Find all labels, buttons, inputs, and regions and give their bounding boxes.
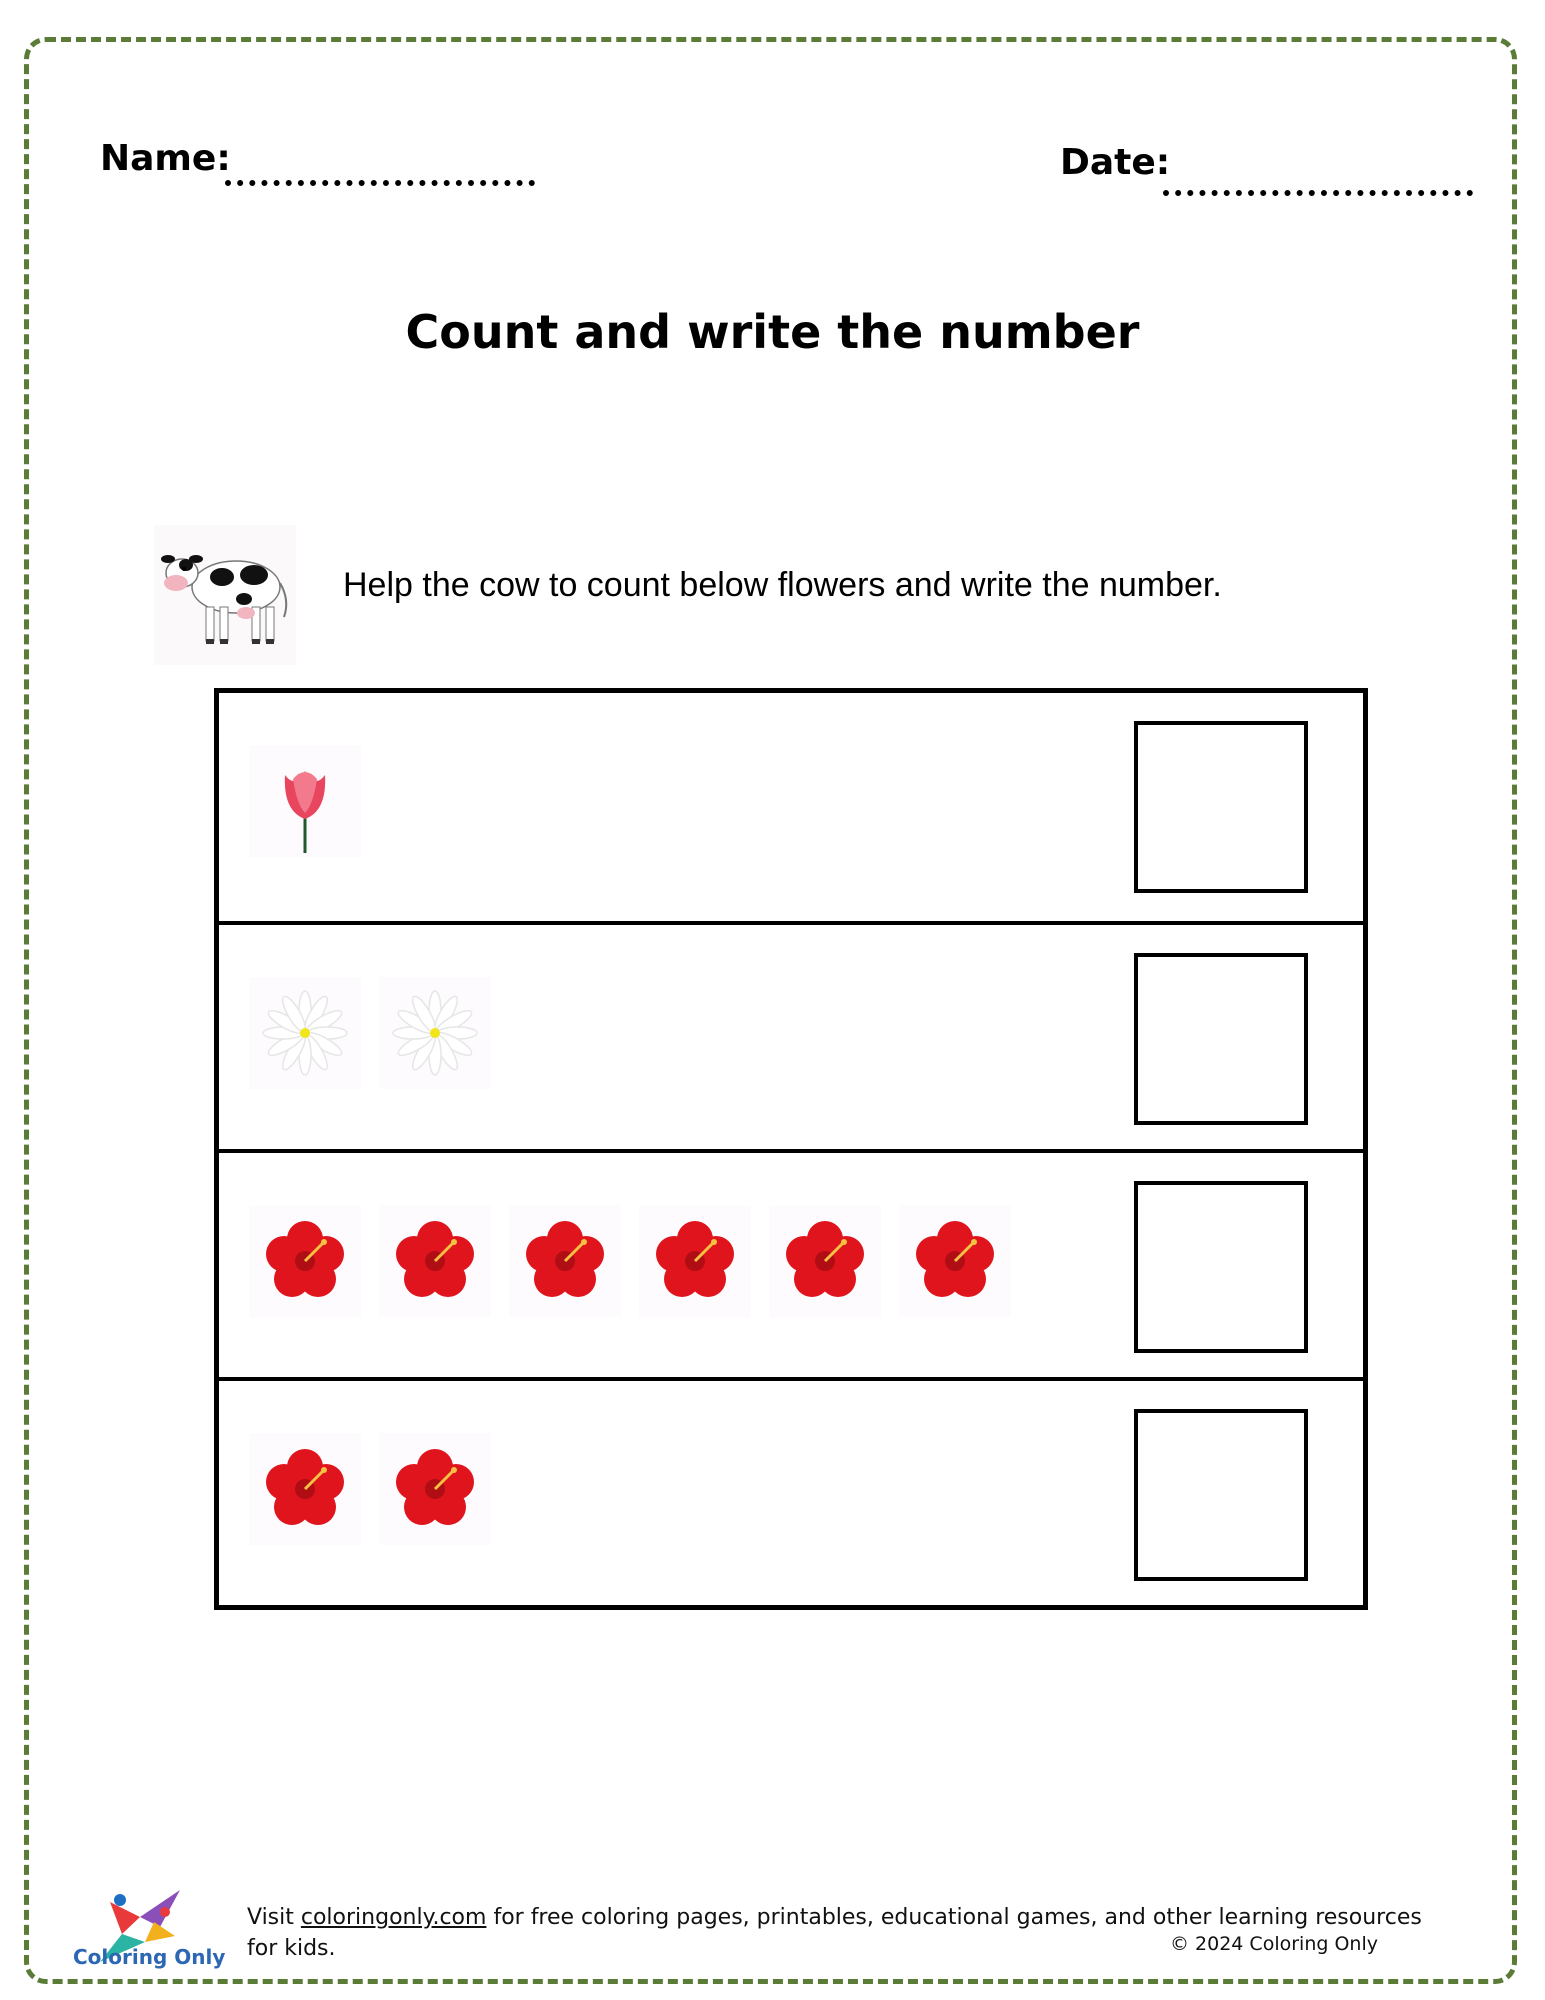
answer-box[interactable] (1134, 721, 1308, 893)
counting-table (214, 688, 1368, 1610)
hibiscus-icon (379, 1205, 491, 1317)
worksheet-title: Count and write the number (405, 305, 1140, 359)
count-row-1 (219, 693, 1363, 921)
cow-icon (154, 525, 296, 665)
daisy-icon (379, 977, 491, 1089)
hibiscus-icon (899, 1205, 1011, 1317)
answer-box[interactable] (1134, 1409, 1308, 1581)
count-row-4 (219, 1377, 1363, 1609)
tulip-icon (249, 745, 361, 857)
copyright-text: © 2024 Coloring Only (1170, 1933, 1378, 1955)
instruction-text: Help the cow to count below flowers and write the number. (343, 566, 1222, 604)
answer-box[interactable] (1134, 953, 1308, 1125)
hibiscus-icon (379, 1433, 491, 1545)
name-field[interactable] (225, 180, 535, 186)
count-row-2 (219, 921, 1363, 1153)
logo-text: Coloring Only (73, 1945, 226, 1969)
footer-visit-prefix: Visit (247, 1905, 301, 1930)
hibiscus-icon (249, 1433, 361, 1545)
name-label: Name: (100, 138, 231, 179)
count-row-3 (219, 1149, 1363, 1381)
daisy-icon (249, 977, 361, 1089)
answer-box[interactable] (1134, 1181, 1308, 1353)
site-link[interactable]: coloringonly.com (300, 1905, 487, 1930)
hibiscus-icon (639, 1205, 751, 1317)
hibiscus-icon (769, 1205, 881, 1317)
footer-visit-suffix: for free coloring pages, printables, educational games, and other learning resources for kids. (247, 1905, 1422, 1961)
hibiscus-icon (509, 1205, 621, 1317)
date-field[interactable] (1163, 190, 1473, 196)
hibiscus-icon (249, 1205, 361, 1317)
date-label: Date: (1060, 142, 1171, 183)
